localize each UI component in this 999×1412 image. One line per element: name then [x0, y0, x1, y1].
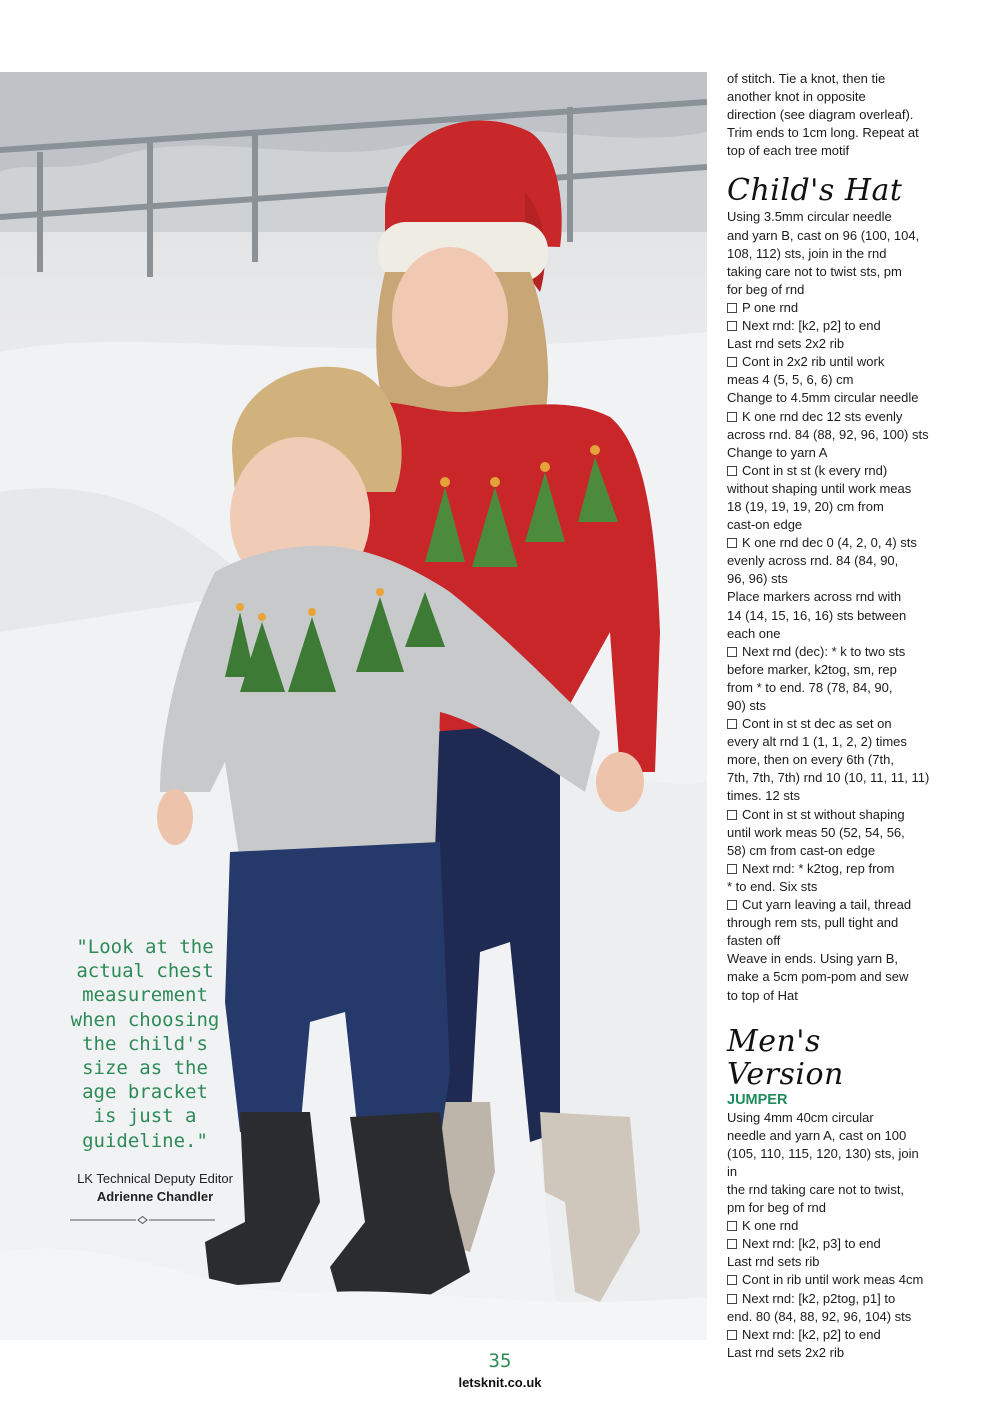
instruction-text: Cont in st st (k every rnd) — [742, 462, 888, 478]
ornament-divider-icon — [70, 1215, 215, 1225]
instruction-line — [727, 842, 932, 860]
instruction-text: Cont in st st dec as set on — [742, 716, 892, 732]
text-line: top of each tree motif — [727, 143, 850, 159]
instruction-text: the rnd taking care not to twist, — [727, 1181, 905, 1197]
instruction-text: Change to yarn A — [727, 444, 828, 460]
instruction-text: evenly across rnd. 84 (84, 90, — [727, 553, 899, 569]
instruction-line — [727, 498, 932, 516]
instruction-line — [727, 570, 932, 588]
childs-hat-instructions — [727, 208, 932, 1004]
instruction-step — [727, 1217, 932, 1235]
instruction-step — [727, 408, 932, 426]
quote-line: actual chest — [76, 960, 214, 983]
instruction-text: make a 5cm pom-pom and sew — [727, 969, 909, 985]
instruction-text: P one rnd — [742, 299, 799, 315]
instruction-line — [727, 208, 932, 226]
instruction-line — [727, 733, 932, 751]
instruction-text: 14 (14, 15, 16, 16) sts between — [727, 607, 907, 623]
instruction-text: for beg of rnd — [727, 281, 805, 297]
instruction-line — [727, 263, 932, 281]
instruction-text: times. 12 sts — [727, 788, 800, 804]
instruction-line — [727, 950, 932, 968]
instruction-line — [727, 769, 932, 787]
instruction-text: without shaping until work meas — [727, 480, 912, 496]
instruction-text: Using 4mm 40cm circular — [727, 1109, 874, 1125]
instruction-step — [727, 715, 932, 733]
instruction-text: K one rnd dec 0 (4, 2, 0, 4) sts — [742, 535, 917, 551]
instruction-text: Cont in st st without shaping — [742, 806, 905, 822]
intro-text — [727, 70, 932, 160]
mens-jumper-instructions — [727, 1109, 932, 1362]
instruction-line — [727, 987, 932, 1005]
instruction-step — [727, 1235, 932, 1253]
instruction-text: Next rnd: [k2, p2tog, p1] to — [742, 1290, 896, 1306]
instruction-step — [727, 643, 932, 661]
checkbox-icon — [727, 810, 737, 820]
instruction-text: Cont in rib until work meas 4cm — [742, 1272, 924, 1288]
instruction-line — [727, 751, 932, 769]
instruction-line — [727, 588, 932, 606]
instruction-text: Place markers across rnd with — [727, 589, 902, 605]
instruction-line — [727, 824, 932, 842]
instruction-text: every alt rnd 1 (1, 1, 2, 2) times — [727, 734, 907, 750]
checkbox-icon — [727, 1221, 737, 1231]
instruction-text: needle and yarn A, cast on 100 — [727, 1127, 907, 1143]
instruction-text: Next rnd: * k2tog, rep from — [742, 860, 895, 876]
instruction-text: Change to 4.5mm circular needle — [727, 390, 919, 406]
text-line: another knot in opposite — [727, 89, 866, 105]
mens-heading-line: Version — [727, 1056, 844, 1092]
instruction-text: Cont in 2x2 rib until work — [742, 354, 885, 370]
quote-line: "Look at the — [76, 936, 214, 958]
jumper-subheading: JUMPER — [727, 1091, 788, 1108]
quote-line: measurement — [82, 984, 208, 1007]
quote-line: size as the — [82, 1057, 208, 1080]
instruction-text: Last rnd sets 2x2 rib — [727, 1344, 845, 1360]
instruction-line — [727, 607, 932, 625]
instruction-text: fasten off — [727, 933, 781, 949]
instruction-text: Last rnd sets 2x2 rib — [727, 336, 845, 352]
instruction-step — [727, 353, 932, 371]
instruction-line — [727, 661, 932, 679]
mens-version-heading — [727, 1025, 932, 1091]
instruction-line — [727, 1344, 932, 1362]
instruction-step — [727, 1290, 932, 1308]
checkbox-icon — [727, 900, 737, 910]
text-line: Trim ends to 1cm long. Repeat at — [727, 125, 919, 141]
instruction-text: each one — [727, 625, 781, 641]
checkbox-icon — [727, 1239, 737, 1249]
instruction-text: (105, 110, 115, 120, 130) sts, join in — [727, 1145, 919, 1179]
instruction-step — [727, 806, 932, 824]
instruction-text: 18 (19, 19, 19, 20) cm from — [727, 498, 884, 514]
instruction-line — [727, 697, 932, 715]
website-url: letsknit.co.uk — [458, 1375, 542, 1390]
instruction-line — [727, 679, 932, 697]
instruction-text: to top of Hat — [727, 987, 798, 1003]
quote-line: guideline." — [82, 1129, 208, 1152]
instruction-step — [727, 534, 932, 552]
instruction-step — [727, 860, 932, 878]
checkbox-icon — [727, 538, 737, 548]
pull-quote — [40, 935, 250, 1153]
instruction-text: Next rnd (dec): * k to two sts — [742, 643, 906, 659]
instruction-line — [727, 878, 932, 896]
instruction-text: 7th, 7th, 7th) rnd 10 (10, 11, 11, 11) — [727, 770, 930, 786]
checkbox-icon — [727, 647, 737, 657]
instruction-text: K one rnd — [742, 1218, 799, 1234]
instruction-text: 96, 96) sts — [727, 571, 788, 587]
text-line: of stitch. Tie a knot, then tie — [727, 71, 886, 86]
instruction-line — [727, 480, 932, 498]
checkbox-icon — [727, 1294, 737, 1304]
instruction-text: Next rnd: [k2, p2] to end — [742, 318, 881, 334]
instruction-line — [727, 1181, 932, 1199]
instruction-text: until work meas 50 (52, 54, 56, — [727, 824, 905, 840]
instruction-text: through rem sts, pull tight and — [727, 915, 899, 931]
instruction-line — [727, 1145, 932, 1181]
instruction-line — [727, 1109, 932, 1127]
checkbox-icon — [727, 321, 737, 331]
instruction-text: Next rnd: [k2, p2] to end — [742, 1326, 881, 1342]
instruction-line — [727, 1199, 932, 1217]
instruction-line — [727, 1308, 932, 1326]
instruction-step — [727, 896, 932, 914]
checkbox-icon — [727, 864, 737, 874]
instruction-text: end. 80 (84, 88, 92, 96, 104) sts — [727, 1308, 912, 1324]
instruction-text: from * to end. 78 (78, 84, 90, — [727, 679, 893, 695]
instruction-line — [727, 516, 932, 534]
quote-line: is just a — [93, 1105, 197, 1128]
quote-line: the child's — [82, 1032, 208, 1055]
instruction-line — [727, 625, 932, 643]
instruction-line — [727, 245, 932, 263]
checkbox-icon — [727, 1330, 737, 1340]
instruction-line — [727, 444, 932, 462]
mens-heading-line: Men's — [727, 1023, 821, 1059]
checkbox-icon — [727, 466, 737, 476]
instruction-text: Cut yarn leaving a tail, thread — [742, 897, 912, 913]
instruction-text: and yarn B, cast on 96 (100, 104, — [727, 227, 920, 243]
instruction-line — [727, 1127, 932, 1145]
checkbox-icon — [727, 303, 737, 313]
instruction-text: cast-on edge — [727, 517, 803, 533]
instruction-text: Last rnd sets rib — [727, 1254, 820, 1270]
instruction-text: Next rnd: [k2, p3] to end — [742, 1236, 881, 1252]
attribution-role: LK Technical Deputy Editor — [77, 1171, 233, 1186]
instruction-line — [727, 787, 932, 805]
instruction-text: 90) sts — [727, 698, 767, 713]
instruction-text: taking care not to twist sts, pm — [727, 263, 902, 279]
instructions-column — [727, 70, 932, 1362]
instruction-text: K one rnd dec 12 sts evenly — [742, 408, 903, 424]
attribution-name: Adrienne Chandler — [96, 1189, 214, 1204]
instruction-text: Using 3.5mm circular needle — [727, 209, 892, 225]
instruction-text: * to end. Six sts — [727, 878, 818, 894]
checkbox-icon — [727, 1275, 737, 1285]
instruction-text: more, then on every 6th (7th, — [727, 752, 894, 768]
quote-line: age bracket — [82, 1081, 208, 1104]
instruction-step — [727, 1271, 932, 1289]
checkbox-icon — [727, 412, 737, 422]
instruction-step — [727, 299, 932, 317]
instruction-text: before marker, k2tog, sm, rep — [727, 661, 897, 677]
instruction-line — [727, 281, 932, 299]
instruction-line — [727, 335, 932, 353]
instruction-line — [727, 1253, 932, 1271]
page-number: 35 — [488, 1350, 512, 1372]
instruction-text: 58) cm from cast-on edge — [727, 842, 876, 858]
text-line: direction (see diagram overleaf). — [727, 107, 914, 123]
instruction-line — [727, 552, 932, 570]
instruction-line — [727, 389, 932, 407]
quote-line: when choosing — [70, 1008, 220, 1031]
quote-attribution — [40, 1170, 270, 1206]
instruction-line — [727, 914, 932, 932]
instruction-text: 108, 112) sts, join in the rnd — [727, 245, 887, 261]
instruction-line — [727, 968, 932, 986]
instruction-text: pm for beg of rnd — [727, 1200, 826, 1216]
checkbox-icon — [727, 719, 737, 729]
instruction-text: meas 4 (5, 5, 6, 6) cm — [727, 372, 854, 388]
instruction-step — [727, 462, 932, 480]
instruction-line — [727, 426, 932, 444]
instruction-line — [727, 932, 932, 950]
instruction-text: across rnd. 84 (88, 92, 96, 100) sts — [727, 426, 929, 442]
instruction-text: Weave in ends. Using yarn B, — [727, 951, 899, 967]
instruction-line — [727, 227, 932, 245]
instruction-line — [727, 371, 932, 389]
instruction-step — [727, 1326, 932, 1344]
childs-hat-heading: Child's Hat — [727, 173, 903, 209]
instruction-step — [727, 317, 932, 335]
checkbox-icon — [727, 357, 737, 367]
